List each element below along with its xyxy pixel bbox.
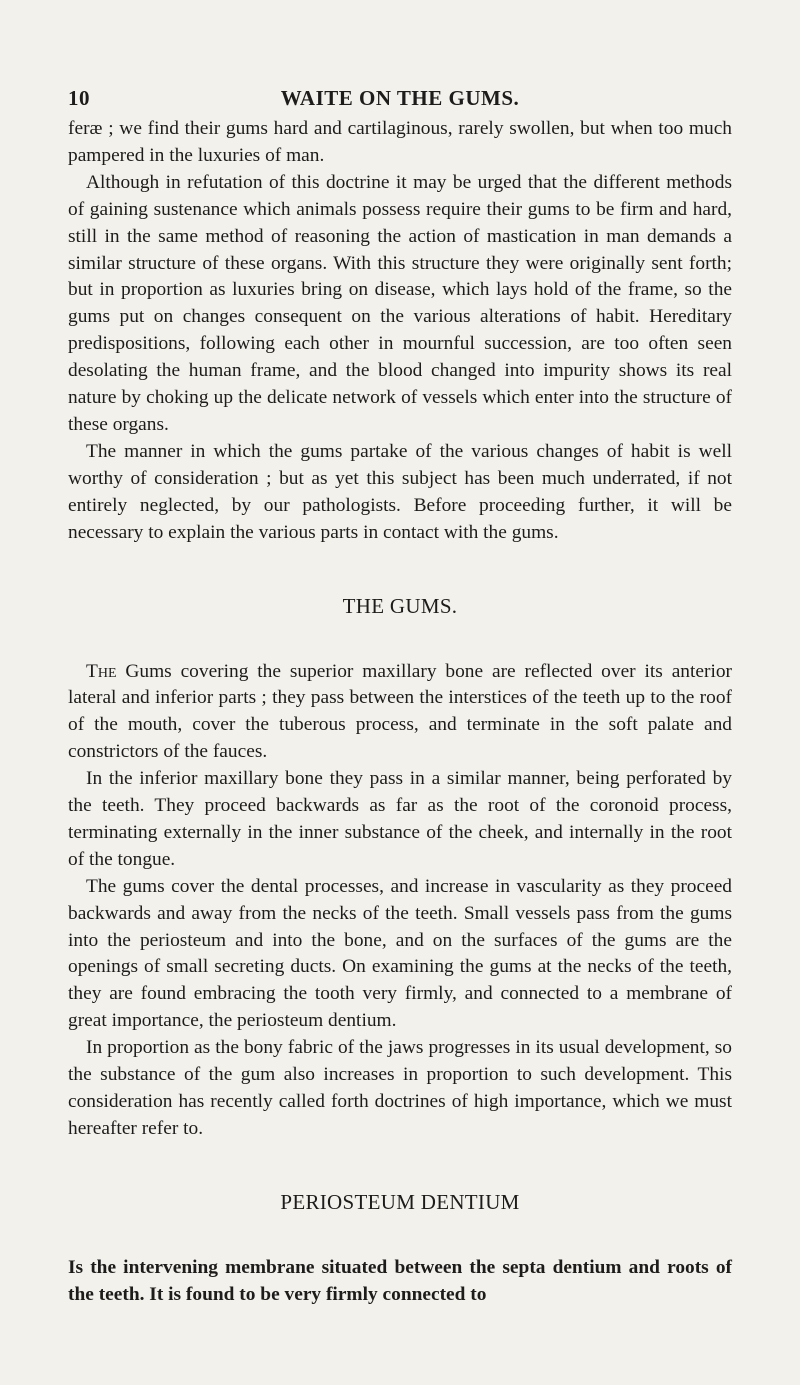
section-heading-periosteum: PERIOSTEUM DENTIUM xyxy=(280,1189,520,1214)
gums-paragraph-1 xyxy=(68,659,732,767)
lead-word: The xyxy=(86,660,117,682)
gums-paragraph-2: In the inferior maxillary bone they pass in a similar manner, being perforated by the teeth. They proceed backwards as far as the root of the coronoid process, terminating externally in the inner substance of the cheek, and internally in the root of the tongue. xyxy=(68,768,732,870)
gums-paragraph-4: In proportion as the bony fabric of the jaws progresses in its usual development, so the substance of the gum also increases in proportion to such development. This consideration has recently called forth doctrines of high importance, which we must hereafter refer to. xyxy=(68,1037,732,1139)
page-number: 10 xyxy=(68,86,90,110)
gums-paragraph-1-text: Gums covering the superior maxillary bone are reflected over its anterior lateral and inferior parts ; they pass between the interstices of the teeth up to the roof of the mouth, cover the tuberous process, and terminate in the soft palate and constrictors of the fauces. xyxy=(68,660,732,763)
gums-paragraph-3: The gums cover the dental processes, and increase in vascularity as they proceed backwards and away from the necks of the teeth. Small vessels pass from the gums into the periosteum and into the bone, and on the surfaces of the gums are the openings of small secreting ducts. On examining the gums at the necks of the teeth, they are found embracing the tooth very firmly, and connected to a membrane of great importance, the periosteum dentium. xyxy=(68,875,732,1032)
body-text xyxy=(68,116,732,1309)
periosteum-paragraph-1: Is the intervening membrane situated between the septa dentium and roots of the teeth. It is found to be very firmly connected to xyxy=(68,1256,732,1305)
section-heading-gums: THE GUMS. xyxy=(342,593,458,618)
running-head xyxy=(68,80,732,116)
running-title: WAITE ON THE GUMS. xyxy=(280,86,520,110)
intro-paragraph-3: The manner in which the gums partake of the various changes of habit is well worthy of consideration ; but as yet this subject has been much underrated, if not entirely neglected, by our pathologists. Before proceeding further, it will be necessary to explain the various parts in contact with the gums. xyxy=(68,440,732,543)
intro-paragraph-2: Although in refutation of this doctrine it may be urged that the different methods of gaining sustenance which animals possess require their gums to be firm and hard, still in the same method of reasoning the action of mastication in man demands a similar structure of these organs. With this structure they were originally sent forth; but in proportion as luxuries bring on disease, which lays hold of the frame, so the gums put on changes consequent on the various alterations of habit. Hereditary predispositions, following each other in mournful succession, are too often seen desolating the human frame, and the blood changed into impurity shows its real nature by choking up the delicate network of vessels which enter into the structure of these organs. xyxy=(68,171,732,435)
intro-paragraph-1: feræ ; we find their gums hard and cartilaginous, rarely swollen, but when too much pampered in the luxuries of man. xyxy=(68,118,732,166)
